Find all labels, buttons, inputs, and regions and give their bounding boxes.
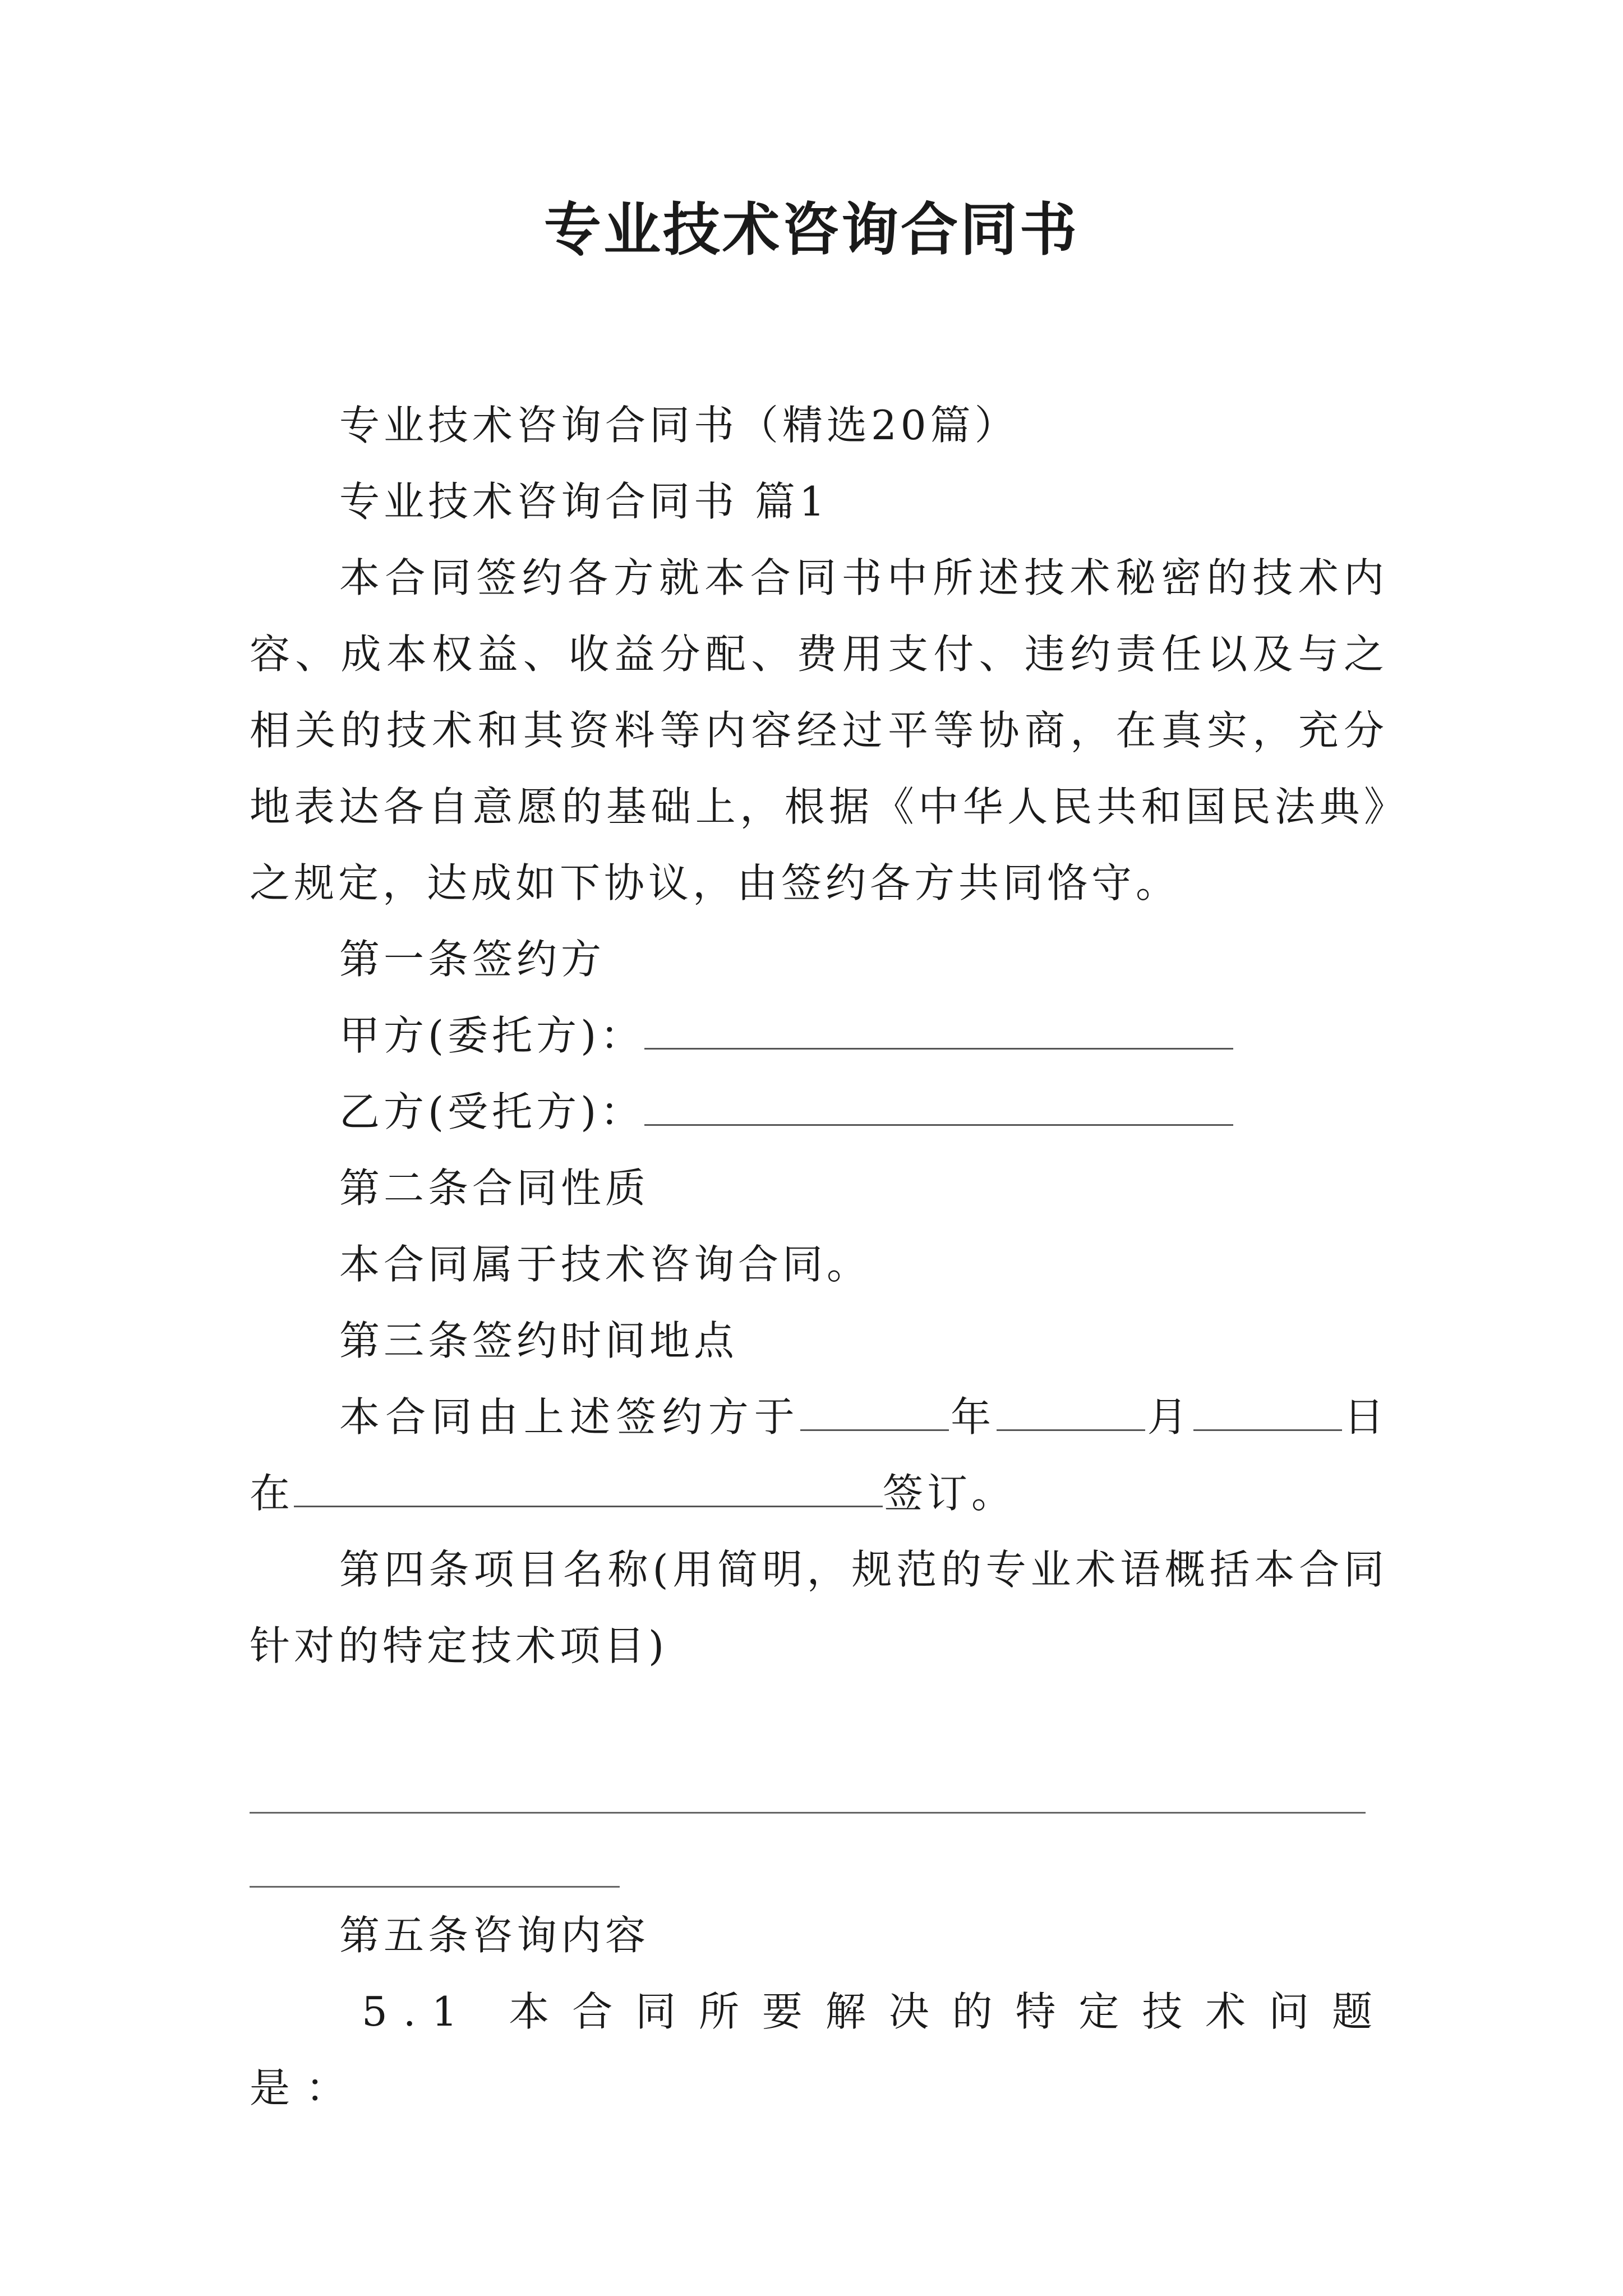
party-b-blank[interactable]	[644, 1089, 1233, 1126]
day-label: 日	[1341, 1393, 1388, 1441]
party-b-line	[250, 1074, 1388, 1150]
party-a-blank[interactable]	[644, 1013, 1233, 1050]
article-2-heading: 第二条合同性质	[339, 1165, 650, 1212]
article-5-heading: 第五条咨询内容	[339, 1912, 650, 1959]
sign-day-blank[interactable]	[1193, 1395, 1342, 1431]
sign-month-blank[interactable]	[997, 1395, 1145, 1431]
project-name-blank-line-short[interactable]	[250, 1886, 620, 1888]
month-label: 月	[1145, 1393, 1193, 1441]
article-2-text: 本合同属于技术咨询合同。	[339, 1241, 872, 1288]
preamble-paragraph: 本合同签约各方就本合同书中所述技术秘密的技术内容、成本权益、收益分配、费用支付、违约责任以及与之相关的技术和其资料等内容经过平等协商，在真实，充分地表达各自意愿的基础上，根据《中华人民共和国民法典》之规定，达成如下协议，由签约各方共同恪守。	[250, 554, 1388, 907]
signed-label: 签订。	[883, 1470, 1016, 1517]
article-3-text	[250, 1379, 1388, 1531]
project-name-blank-line[interactable]	[250, 1812, 1366, 1814]
chapter-heading: 专业技术咨询合同书 篇1	[339, 478, 829, 525]
at-label: 在	[250, 1470, 294, 1517]
sign-place-blank[interactable]	[294, 1471, 883, 1507]
party-a-line	[250, 997, 1388, 1074]
party-a-label: 甲方(委托方)：	[339, 1012, 645, 1059]
document-body	[250, 387, 1388, 2126]
article-4-heading: 第四条项目名称(用简明，规范的专业术语概括本合同针对的特定技术项目)	[250, 1546, 1388, 1669]
article-3-heading: 第三条签约时间地点	[339, 1317, 739, 1364]
party-b-label: 乙方(受托方)：	[339, 1088, 645, 1135]
document-title: 专业技术咨询合同书	[544, 196, 1079, 264]
sign-date-intro: 本合同由上述签约方于	[339, 1393, 800, 1441]
project-name-fill-area	[250, 1684, 1388, 1897]
year-label: 年	[948, 1393, 997, 1441]
article-1-heading: 第一条签约方	[339, 936, 606, 983]
article-5-1-text: 5.1 本合同所要解决的特定技术问题是：	[250, 1988, 1388, 2111]
document-subtitle: 专业技术咨询合同书（精选20篇）	[339, 402, 1019, 449]
sign-year-blank[interactable]	[800, 1395, 949, 1431]
